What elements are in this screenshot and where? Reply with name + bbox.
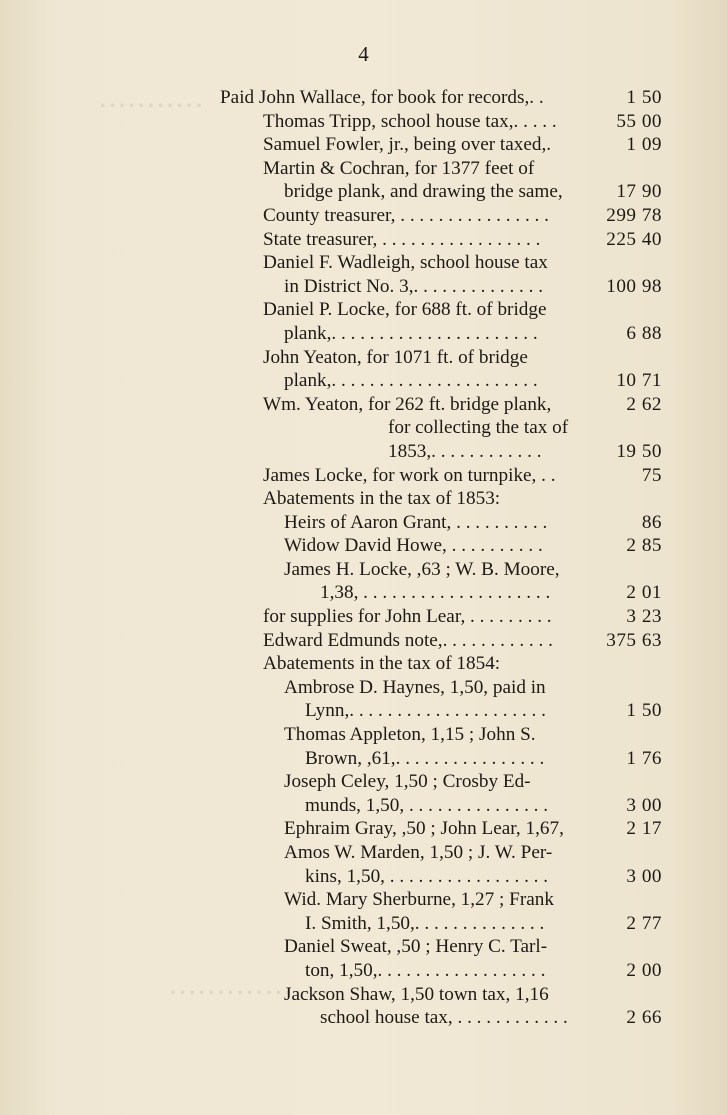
ledger-entry: [200, 888, 662, 935]
entry-text: ton, 1,50,. . . . . . . . . . . . . . . . . .: [305, 959, 546, 981]
entry-text: for collecting the tax of: [388, 417, 569, 439]
ledger-line: [200, 487, 662, 511]
ledger-entry: [200, 534, 662, 558]
entry-amount: 10 71: [616, 370, 662, 392]
entry-text: plank,. . . . . . . . . . . . . . . . . . . . . .: [284, 322, 538, 344]
ledger-line: [200, 86, 662, 110]
ledger-line: [200, 605, 662, 629]
entry-amount: 2 17: [626, 818, 662, 840]
entry-text: kins, 1,50, . . . . . . . . . . . . . . . . .: [305, 865, 549, 887]
ledger-line: [200, 251, 662, 275]
entry-text: for supplies for John Lear, . . . . . . . . .: [263, 606, 552, 628]
ledger-line: [200, 841, 662, 865]
entry-text: Heirs of Aaron Grant, . . . . . . . . . .: [284, 511, 548, 533]
entry-text: County treasurer, . . . . . . . . . . . . . . . .: [263, 204, 549, 226]
ledger-line: [200, 464, 662, 488]
ledger-line: [200, 416, 662, 440]
entry-amount: 1 50: [626, 87, 662, 108]
entry-text: Widow David Howe, . . . . . . . . . .: [284, 535, 543, 557]
ledger-line: [200, 983, 662, 1007]
ledger-line: [200, 322, 662, 346]
entry-text: Daniel P. Locke, for 688 ft. of bridge: [263, 299, 547, 321]
entry-text: Wm. Yeaton, for 262 ft. bridge plank,: [263, 393, 552, 415]
entry-text: munds, 1,50, . . . . . . . . . . . . . . .: [305, 794, 549, 816]
ledger-entry: [200, 464, 662, 488]
entry-text: Thomas Appleton, 1,15 ; John S.: [284, 724, 536, 746]
entry-text: Joseph Celey, 1,50 ; Crosby Ed-: [284, 771, 531, 793]
ledger-line: [200, 275, 662, 299]
ledger-line: [200, 110, 662, 134]
ledger-list: [200, 86, 662, 1030]
ledger-line: [200, 228, 662, 252]
ledger-line: [200, 770, 662, 794]
entry-amount: 1 76: [626, 747, 662, 769]
entry-amount: 3 23: [626, 606, 662, 628]
ledger-entry: [200, 676, 662, 723]
ledger-entry: [200, 652, 662, 676]
ledger-entry: [200, 110, 662, 134]
ledger-line: [200, 652, 662, 676]
entry-amount: 2 00: [626, 959, 662, 981]
ledger-line: [200, 393, 662, 417]
ledger-entry: [200, 605, 662, 629]
ledger-entry: [200, 346, 662, 393]
entry-amount: 375 63: [606, 629, 662, 651]
entry-amount: 3 00: [626, 794, 662, 816]
page-number: 4: [358, 42, 369, 66]
ledger-entry: [200, 393, 662, 464]
ledger-line: [200, 817, 662, 841]
entry-text: Thomas Tripp, school house tax,. . . . .: [263, 110, 557, 132]
ledger-line: [200, 581, 662, 605]
ledger-line: [200, 699, 662, 723]
entry-text: school house tax, . . . . . . . . . . . .: [320, 1007, 568, 1029]
entry-amount: 17 90: [616, 181, 662, 203]
ledger-entry: [200, 558, 662, 605]
entry-amount: 3 00: [626, 865, 662, 887]
entry-amount: 6 88: [626, 322, 662, 344]
ledger-line: [200, 369, 662, 393]
ledger-entry: [200, 817, 662, 841]
entry-text: James H. Locke, ,63 ; W. B. Moore,: [284, 558, 560, 580]
entry-text: Ephraim Gray, ,50 ; John Lear, 1,67,: [284, 818, 564, 840]
entry-amount: 2 62: [626, 393, 662, 415]
entry-text: Lynn,. . . . . . . . . . . . . . . . . . . . .: [305, 700, 546, 722]
ledger-entry: [200, 298, 662, 345]
bleed-through-bottom: • • • • • • • • • • • • • • • • •: [170, 985, 330, 1002]
ledger-line: [200, 440, 662, 464]
entry-text: James Locke, for work on turnpike, . .: [263, 464, 556, 486]
entry-text: Edward Edmunds note,. . . . . . . . . . . .: [263, 629, 553, 651]
entry-amount: 19 50: [616, 440, 662, 462]
entry-text: 1,38, . . . . . . . . . . . . . . . . . . . .: [320, 582, 551, 604]
ledger-line: [200, 747, 662, 771]
entry-text: John Yeaton, for 1071 ft. of bridge: [263, 346, 528, 368]
ledger-line: [200, 511, 662, 535]
entry-text: Abatements in the tax of 1854:: [263, 653, 501, 675]
entry-amount: 1 50: [626, 700, 662, 722]
ledger-entry: [200, 841, 662, 888]
ledger-entry: [200, 157, 662, 204]
entry-text: Amos W. Marden, 1,50 ; J. W. Per-: [284, 842, 553, 863]
entry-text: Martin & Cochran, for 1377 feet of: [263, 157, 535, 179]
ledger-line: [200, 888, 662, 912]
ledger-entry: [200, 511, 662, 535]
entry-text: 1853,. . . . . . . . . . . .: [388, 440, 542, 462]
entry-text: Wid. Mary Sherburne, 1,27 ; Frank: [284, 889, 554, 911]
ledger-entry: [200, 86, 662, 110]
ledger-line: [200, 204, 662, 228]
ledger-line: [200, 935, 662, 959]
ledger-line: [200, 723, 662, 747]
entry-amount: 225 40: [606, 228, 662, 250]
entry-amount: 299 78: [606, 204, 662, 226]
ledger-entry: [200, 133, 662, 157]
ledger-line: [200, 346, 662, 370]
entry-amount: 2 85: [626, 535, 662, 557]
entry-text: Daniel Sweat, ,50 ; Henry C. Tarl-: [284, 936, 548, 958]
entry-amount: 75: [641, 464, 662, 486]
ledger-entry: [200, 723, 662, 770]
ledger-line: [200, 180, 662, 204]
ledger-line: [200, 133, 662, 157]
ledger-line: [200, 865, 662, 889]
entry-amount: 100 98: [606, 275, 662, 297]
ledger-line: [200, 912, 662, 936]
ledger-line: [200, 157, 662, 181]
entry-text: I. Smith, 1,50,. . . . . . . . . . . . . .: [305, 912, 545, 934]
entry-amount: 86: [641, 511, 662, 533]
ledger-entry: [200, 204, 662, 228]
entry-text: bridge plank, and drawing the same,: [284, 181, 563, 203]
ledger-entry: [200, 935, 662, 982]
entry-text: in District No. 3,. . . . . . . . . . . . . .: [284, 275, 544, 297]
entry-amount: 2 01: [626, 582, 662, 604]
entry-amount: 55 00: [616, 110, 662, 132]
bleed-through-left: • • • • • • • • • • •: [100, 98, 202, 115]
entry-text: Abatements in the tax of 1853:: [263, 488, 501, 510]
entry-text: Samuel Fowler, jr., being over taxed,.: [263, 134, 552, 156]
ledger-entry: [200, 770, 662, 817]
entry-amount: 1 09: [626, 134, 662, 156]
ledger-entry: [200, 487, 662, 511]
ledger-line: [200, 534, 662, 558]
ledger-line: [200, 1006, 662, 1030]
ledger-line: [200, 629, 662, 653]
ledger-entry: [200, 251, 662, 298]
ledger-line: [200, 298, 662, 322]
entry-text: Jackson Shaw, 1,50 town tax, 1,16: [284, 983, 549, 1005]
ledger-entry: [200, 983, 662, 1030]
entry-text: Ambrose D. Haynes, 1,50, paid in: [284, 676, 546, 698]
entry-text: Daniel F. Wadleigh, school house tax: [263, 252, 548, 274]
entry-amount: 2 66: [626, 1007, 662, 1029]
ledger-line: [200, 794, 662, 818]
ledger-entry: [200, 228, 662, 252]
entry-text: Paid John Wallace, for book for records,. .: [220, 87, 544, 108]
ledger-entry: [200, 629, 662, 653]
ledger-line: [200, 558, 662, 582]
ledger-line: [200, 959, 662, 983]
entry-text: Brown, ,61,. . . . . . . . . . . . . . . .: [305, 747, 545, 769]
entry-text: plank,. . . . . . . . . . . . . . . . . . . . . .: [284, 370, 538, 392]
ledger-line: [200, 676, 662, 700]
entry-amount: 2 77: [626, 912, 662, 934]
entry-text: State treasurer, . . . . . . . . . . . . . . . . .: [263, 228, 541, 250]
